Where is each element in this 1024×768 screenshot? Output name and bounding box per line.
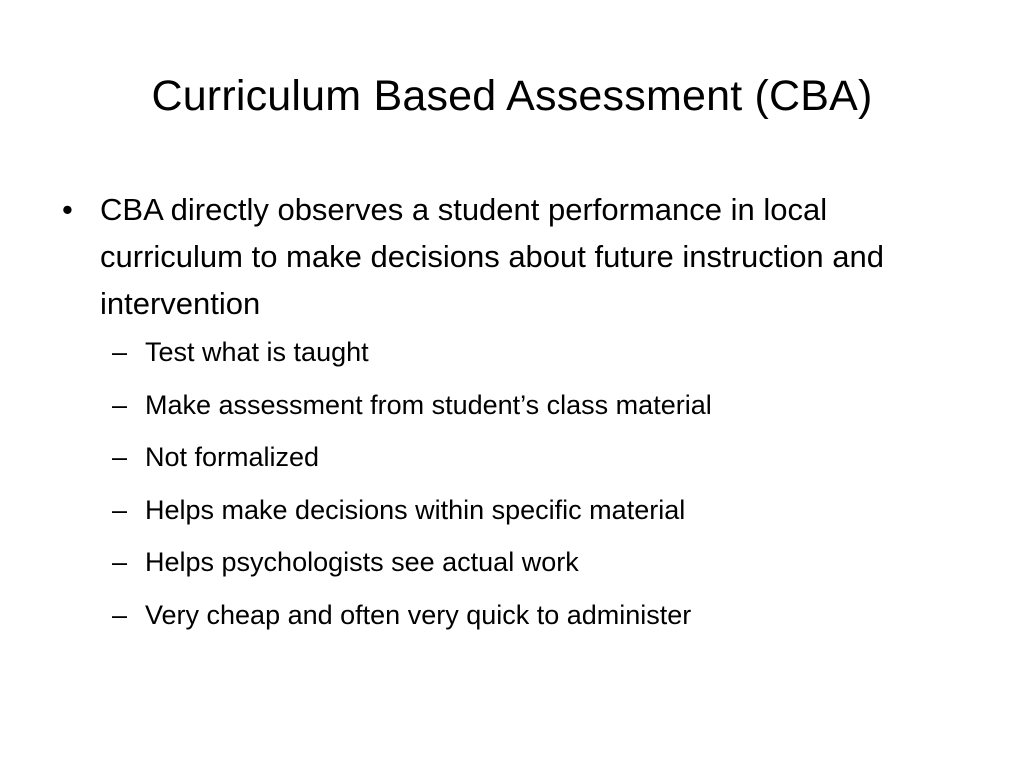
sub-bullet-text: Test what is taught: [145, 337, 369, 367]
main-bullet-text: CBA directly observes a student performance in local curriculum to make decisions about future instruction and intervention: [100, 192, 885, 321]
sub-bullet: [112, 545, 962, 580]
sub-bullet-text: Helps make decisions within specific material: [145, 494, 686, 525]
slide-title: Curriculum Based Assessment (CBA): [151, 72, 873, 120]
sub-bullet: [112, 598, 962, 633]
sub-bullet: [112, 335, 962, 370]
dash-marker: –: [112, 389, 128, 420]
slide-content: [62, 186, 962, 651]
bullet-marker: •: [62, 192, 73, 227]
dash-marker: –: [112, 442, 128, 473]
sub-bullet: [112, 440, 962, 475]
sub-bullet-text: Not formalized: [145, 442, 320, 473]
dash-marker: –: [112, 337, 128, 367]
sub-bullet-list: [62, 335, 962, 633]
dash-marker: –: [112, 494, 128, 525]
dash-marker: –: [112, 599, 128, 630]
sub-bullet-text: Helps psychologists see actual work: [145, 547, 579, 578]
dash-marker: –: [112, 547, 128, 578]
sub-bullet: [112, 493, 962, 528]
main-bullet: [62, 186, 950, 327]
sub-bullet: [112, 388, 962, 423]
sub-bullet-text: Very cheap and often very quick to administer: [145, 599, 692, 630]
sub-bullet-text: Make assessment from student’s class material: [145, 389, 712, 420]
